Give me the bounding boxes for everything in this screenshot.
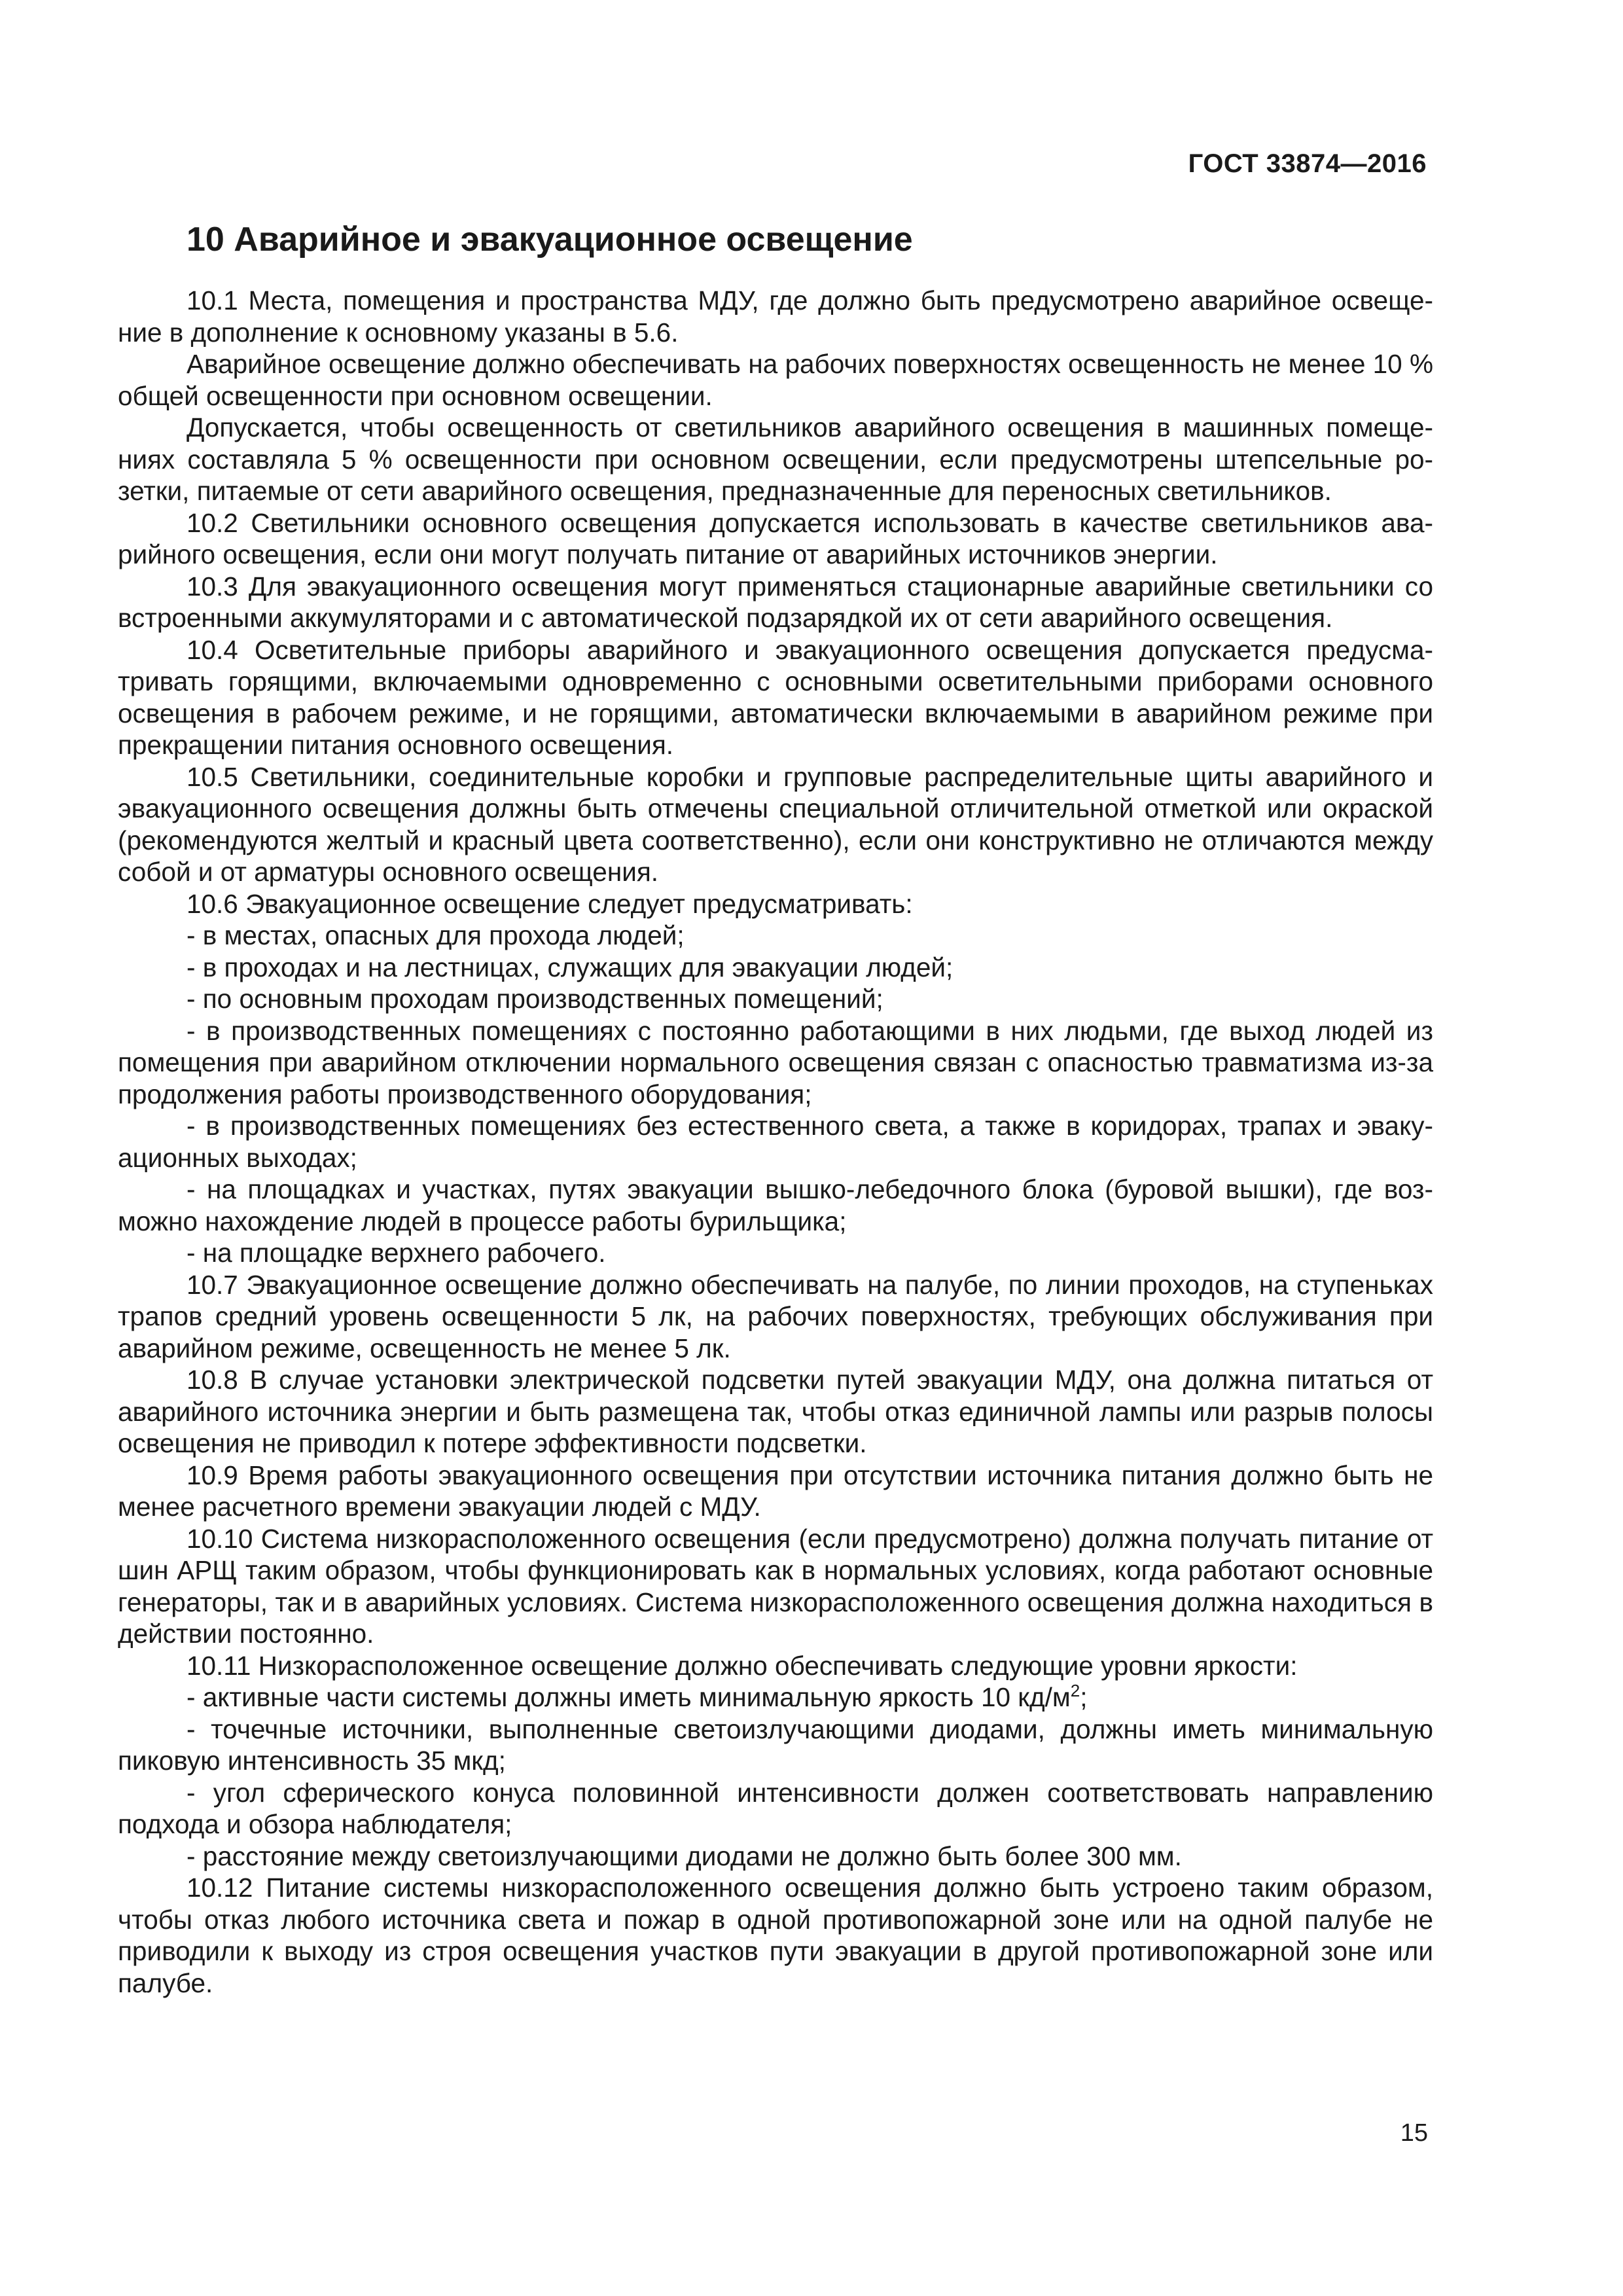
paragraph-10-1: 10.1 Места, помещения и пространства МДУ, где должно быть предусмотрено аварийное освещение в дополнение к основному указаны в 5.6. <box>118 285 1433 348</box>
document-code-header: ГОСТ 33874—2016 <box>1188 149 1427 178</box>
paragraph-emergency-lighting-level: Аварийное освещение должно обеспечивать на рабочих поверхностях освещенность не менее 10 % общей освещенности при основном освещении. <box>118 349 1433 411</box>
section-title: 10 Аварийное и эвакуационное освещение <box>187 221 913 259</box>
paragraph-10-2: 10.2 Светильники основного освещения допускается использовать в качестве светильников аварийного освещения, если они могут получать питание от аварийных источников энергии. <box>118 507 1433 569</box>
luminance-superscript: 2 <box>1070 1681 1080 1700</box>
list-item: - в производственных помещениях без естественного света, а также в коридорах, трапах и эвакуационных выходах; <box>118 1111 1433 1173</box>
list-item: - по основным проходам производственных помещений; <box>187 984 883 1014</box>
page-number: 15 <box>1400 2119 1428 2147</box>
paragraph-10-4: 10.4 Осветительные приборы аварийного и эвакуационного освещения допускается предусматривать горящими, включаемыми одновременно с основными осветительными приборами основного освещения в рабочем режиме, и не горящими, автоматически включаемыми в аварийном режиме при прекращении питания основного освещения. <box>118 634 1433 760</box>
list-item: - угол сферического конуса половинной интенсивности должен соответствовать направлению подхода и обзора наблюдателя; <box>118 1777 1433 1839</box>
luminance-text: - активные части системы должны иметь минимальную яркость 10 кд/м <box>187 1682 1071 1712</box>
list-item: - на площадках и участках, путях эвакуации вышко-лебедочного блока (буровой вышки), где возможно нахождение людей в процессе работы бурильщика; <box>118 1174 1433 1236</box>
paragraph-10-9: 10.9 Время работы эвакуационного освещения при отсутствии источника питания должно быть не менее расчетного времени эвакуации людей с МДУ. <box>118 1460 1433 1522</box>
paragraph-10-10: 10.10 Система низкорасположенного освещения (если предусмотрено) должна получать питание от шин АРЩ таким образом, чтобы функционировать как в нормальных условиях, когда работают основные генераторы, так и в аварийных условиях. Система низкорасположенного освещения должна находиться в действии постоянно. <box>118 1523 1433 1649</box>
document-body <box>118 219 1433 1999</box>
paragraph-10-5: 10.5 Светильники, соединительные коробки и групповые распределительные щиты аварийного и эвакуационного освещения должны быть отмечены специальной отличительной отметкой или окраской (рекомендуются желтый и красный цвета соответственно), если они конструктивно не отличаются между собой и от арматуры основного освещения. <box>118 761 1433 887</box>
list-item: - в проходах и на лестницах, служащих для эвакуации людей; <box>187 952 954 982</box>
paragraph-machine-rooms: Допускается, чтобы освещенность от светильников аварийного освещения в машинных помещениях составляла 5 % освещенности при основном освещении, если предусмотрены штепсельные розетки, питаемые от сети аварийного освещения, предназначенные для переносных светильников. <box>118 412 1433 506</box>
list-item: - точечные источники, выполненные светоизлучающими диодами, должны иметь минимальную пиковую интенсивность 35 мкд; <box>118 1713 1433 1776</box>
paragraph-10-3: 10.3 Для эвакуационного освещения могут применяться стационарные аварийные светильники со встроенными аккумуляторами и с автоматической подзарядкой их от сети аварийного освещения. <box>118 571 1433 633</box>
luminance-suffix: ; <box>1080 1682 1088 1712</box>
paragraph-10-12: 10.12 Питание системы низкорасположенного освещения должно быть устроено таким образом, чтобы отказ любого источника света и пожар в одной противопожарной зоне или на одной палубе не приводили к выходу из строя освещения участков пути эвакуации в другой противопожарной зоне или палубе. <box>118 1873 1433 1998</box>
list-item-luminance <box>118 1681 1433 1713</box>
list-item: - расстояние между светоизлучающими диодами не должно быть более 300 мм. <box>187 1840 1182 1871</box>
paragraph-10-7: 10.7 Эвакуационное освещение должно обеспечивать на палубе, по линии проходов, на ступеньках трапов средний уровень освещенности 5 лк, на рабочих поверхностях, требующих обслуживания при аварийном режиме, освещенность не менее 5 лк. <box>118 1269 1433 1363</box>
list-item: - в местах, опасных для прохода людей; <box>187 920 685 950</box>
paragraph-10-11: 10.11 Низкорасположенное освещение должно обеспечивать следующие уровни яркости: <box>187 1650 1298 1681</box>
paragraph-10-6: 10.6 Эвакуационное освещение следует предусматривать: <box>187 888 913 919</box>
list-item: - на площадке верхнего рабочего. <box>187 1238 606 1268</box>
list-item: - в производственных помещениях с постоянно работающими в них людьми, где выход людей из помещения при аварийном отключении нормального освещения связан с опасностью травматизма из-за продолжения работы производственного оборудования; <box>118 1015 1433 1109</box>
paragraph-10-8: 10.8 В случае установки электрической подсветки путей эвакуации МДУ, она должна питаться от аварийного источника энергии и быть размещена так, чтобы отказ единичной лампы или разрыв полосы освещения не приводил к потере эффективности подсветки. <box>118 1365 1433 1458</box>
